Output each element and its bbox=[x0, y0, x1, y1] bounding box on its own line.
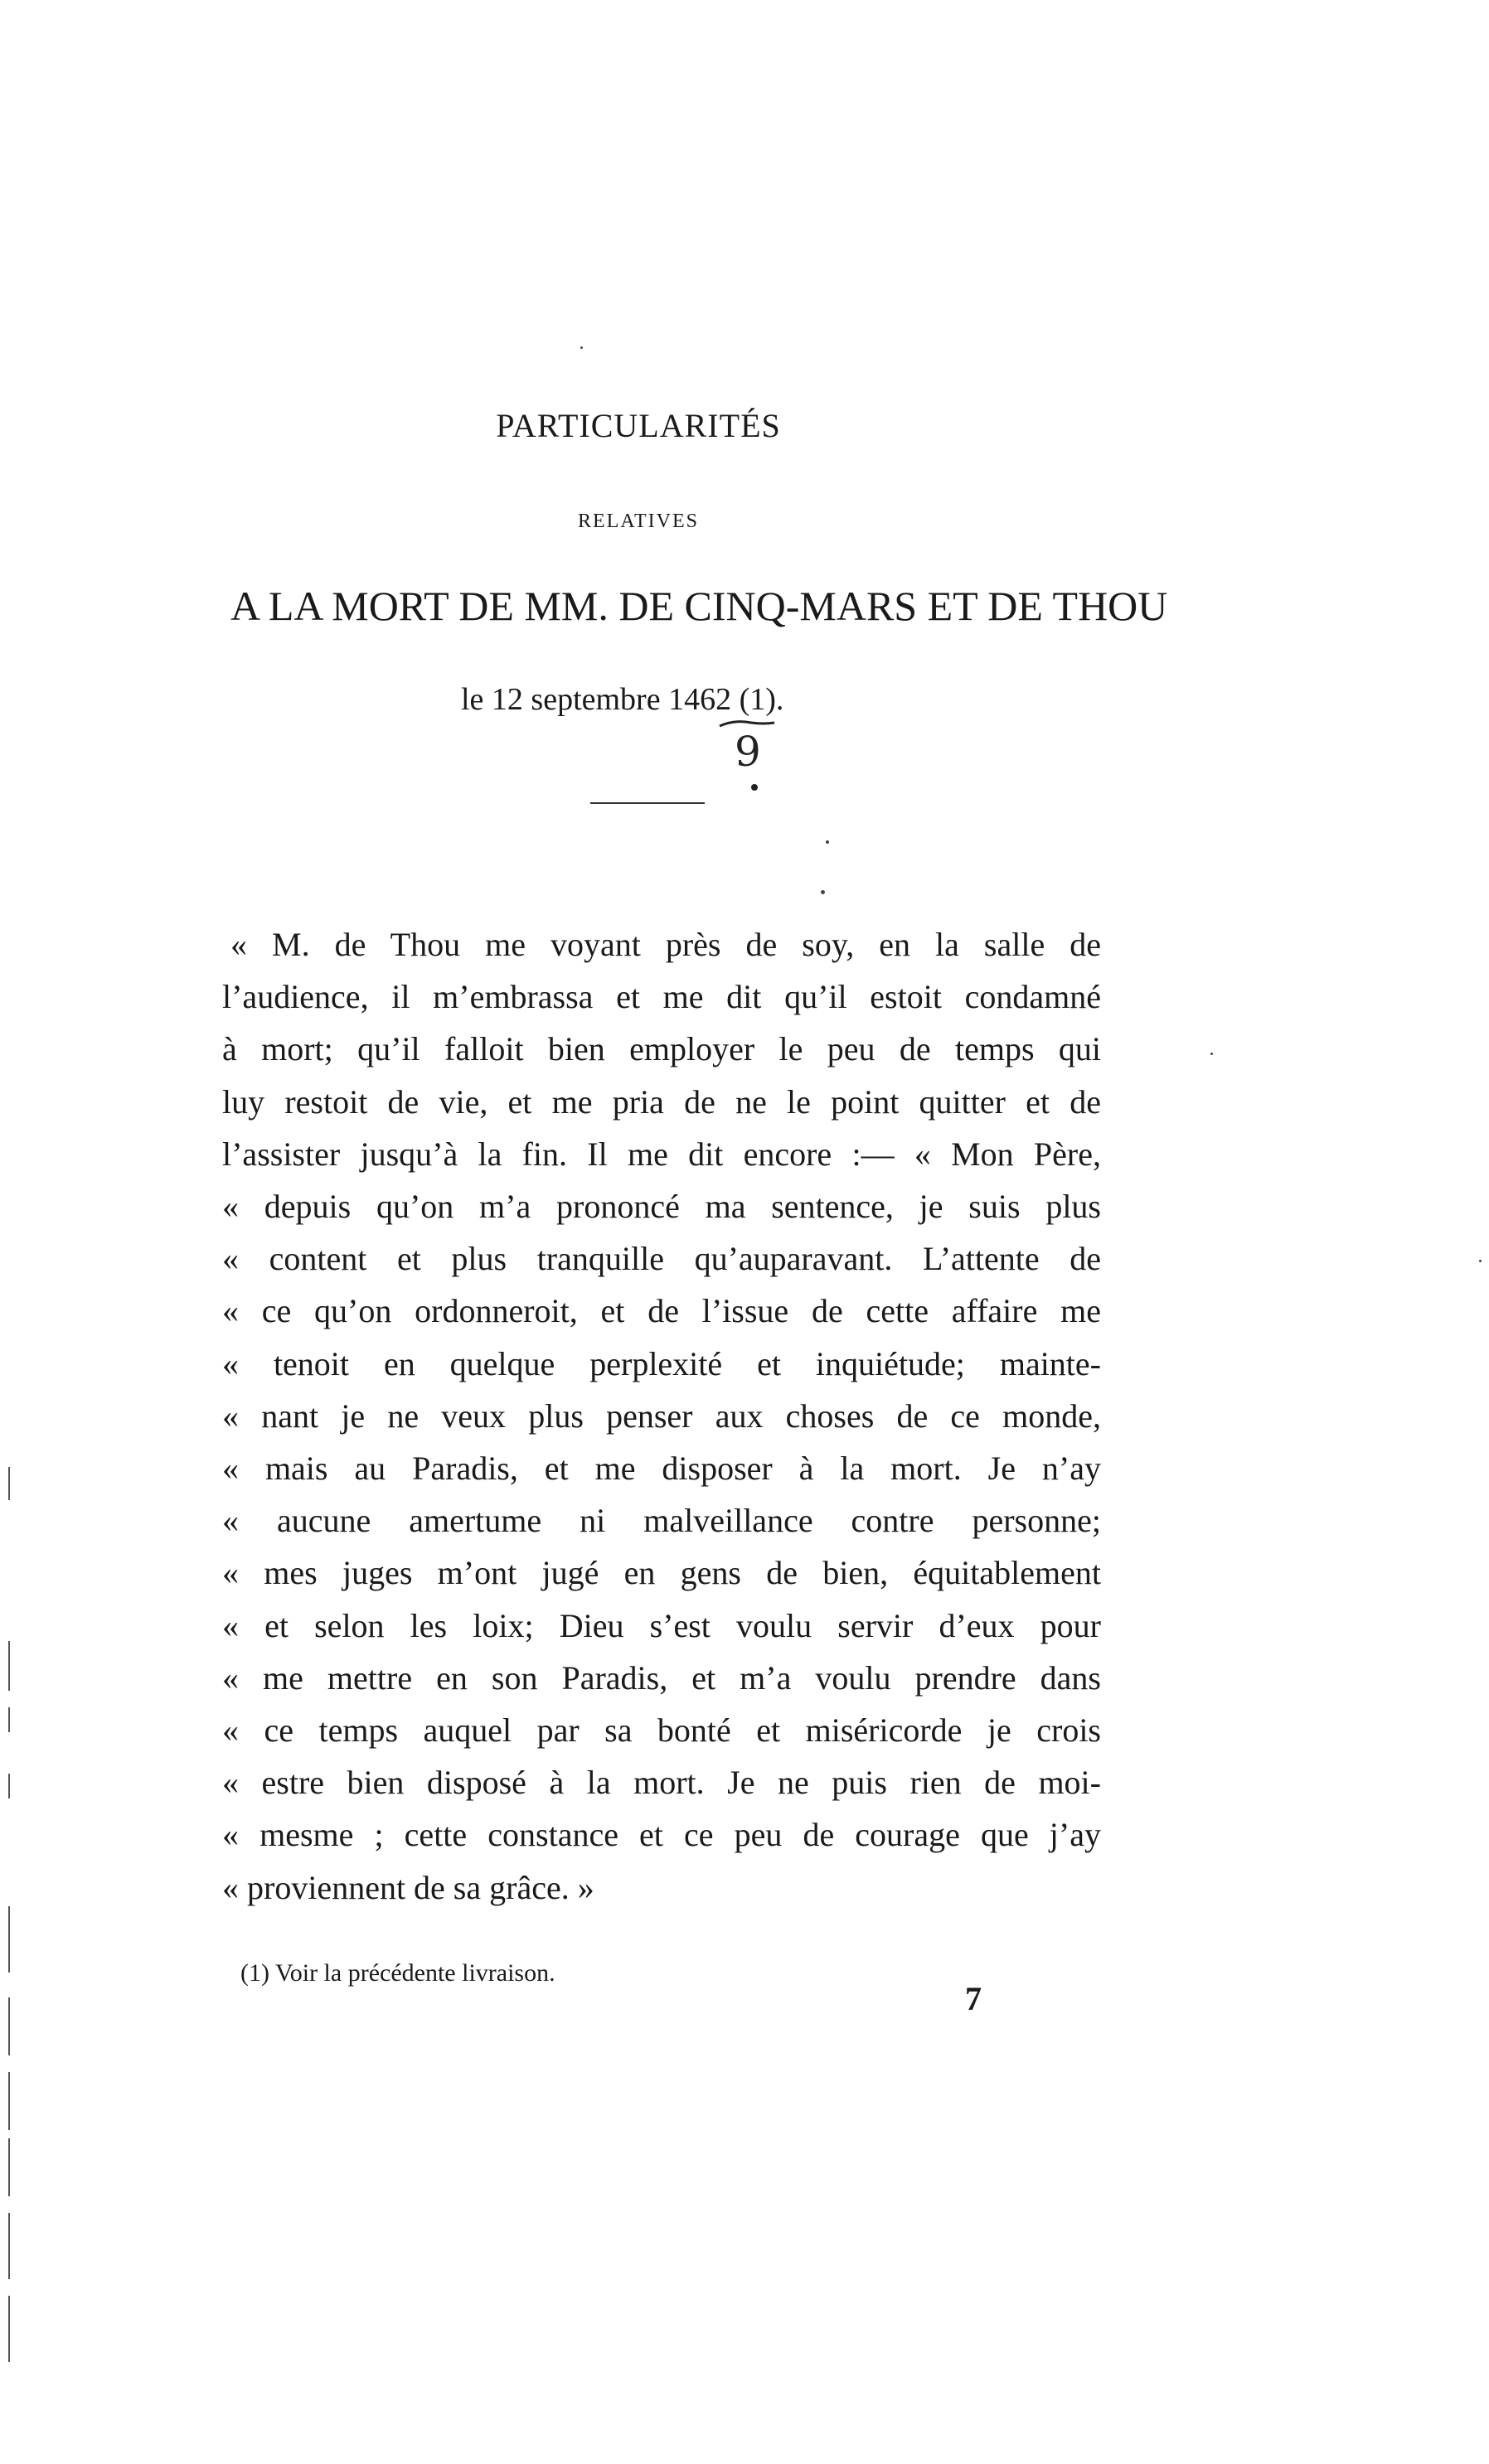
body-line: « ce qu’on ordonneroit, et de l’issue de cette affaire me bbox=[222, 1292, 1101, 1330]
body-line: l’assister jusqu’à la fin. Il me dit encore :— « Mon Père, bbox=[222, 1135, 1101, 1173]
body-line: « estre bien disposé à la mort. Je ne puis rien de moi- bbox=[222, 1764, 1101, 1802]
body-line: luy restoit de vie, et me pria de ne le point quitter et de bbox=[222, 1082, 1101, 1121]
scan-margin-rule bbox=[8, 2296, 10, 2362]
pen-correction-digit: 9 bbox=[735, 728, 761, 776]
scan-margin-rule bbox=[8, 2213, 10, 2279]
scan-margin-rule bbox=[8, 1467, 10, 1500]
body-line: « content et plus tranquille qu’auparavant. L’attente de bbox=[222, 1240, 1101, 1278]
signature-mark: 7 bbox=[965, 1980, 982, 2017]
scan-margin-rule bbox=[8, 2072, 10, 2130]
heading-title: A LA MORT DE MM. DE CINQ-MARS ET DE THOU bbox=[230, 583, 1168, 629]
body-text bbox=[222, 918, 1101, 1914]
scan-speck bbox=[1210, 1053, 1213, 1055]
scan-margin-rule bbox=[8, 2138, 10, 2196]
date-line bbox=[461, 681, 783, 718]
scan-margin-rule bbox=[8, 1997, 10, 2055]
body-line: « mesme ; cette constance et ce peu de courage que j’ay bbox=[222, 1816, 1101, 1854]
body-line: l’audience, il m’embrassa et me dit qu’il estoit condamné bbox=[222, 978, 1101, 1016]
date-prefix: le 12 septembre bbox=[461, 682, 661, 717]
body-line: « et selon les loix; Dieu s’est voulu servir d’eux pour bbox=[222, 1606, 1101, 1644]
body-line: « ce temps auquel par sa bonté et miséricorde je crois bbox=[222, 1711, 1101, 1750]
scan-speck bbox=[580, 346, 583, 349]
body-line: « depuis qu’on m’a prononcé ma sentence, je suis plus bbox=[222, 1188, 1101, 1226]
body-line: « proviennent de sa grâce. » bbox=[222, 1868, 594, 1906]
scan-margin-rule bbox=[8, 1641, 10, 1691]
body-line: « mes juges m’ont jugé en gens de bien, équitablement bbox=[222, 1554, 1101, 1592]
date-year: 1462 bbox=[668, 682, 732, 717]
scan-speck bbox=[1479, 1260, 1482, 1262]
body-line: « tenoit en quelque perplexité et inquiétude; mainte- bbox=[222, 1344, 1101, 1382]
scan-speck bbox=[826, 840, 829, 844]
body-line: « mais au Paradis, et me disposer à la mort. Je n’ay bbox=[222, 1450, 1101, 1488]
heading-main: PARTICULARITÉS bbox=[496, 407, 781, 444]
date-note: (1). bbox=[739, 682, 784, 717]
scan-speck bbox=[821, 890, 825, 894]
scan-margin-rule bbox=[8, 1774, 10, 1798]
body-line: à mort; qu’il falloit bien employer le peu de temps qui bbox=[222, 1030, 1101, 1068]
pen-correction-mark bbox=[718, 718, 776, 792]
heading-sub: RELATIVES bbox=[578, 511, 699, 532]
scan-margin-rule bbox=[8, 1906, 10, 1973]
body-line: « nant je ne veux plus penser aux choses de ce monde, bbox=[222, 1397, 1101, 1435]
footnote: (1) Voir la précédente livraison. bbox=[240, 1959, 555, 1987]
body-line: « me mettre en son Paradis, et m’a voulu prendre dans bbox=[222, 1658, 1101, 1697]
scan-margin-rule bbox=[8, 1707, 10, 1732]
title-divider bbox=[590, 802, 705, 804]
body-line: « M. de Thou me voyant près de soy, en la salle de bbox=[230, 926, 1101, 963]
body-line: « aucune amertume ni malveillance contre personne; bbox=[222, 1502, 1101, 1540]
